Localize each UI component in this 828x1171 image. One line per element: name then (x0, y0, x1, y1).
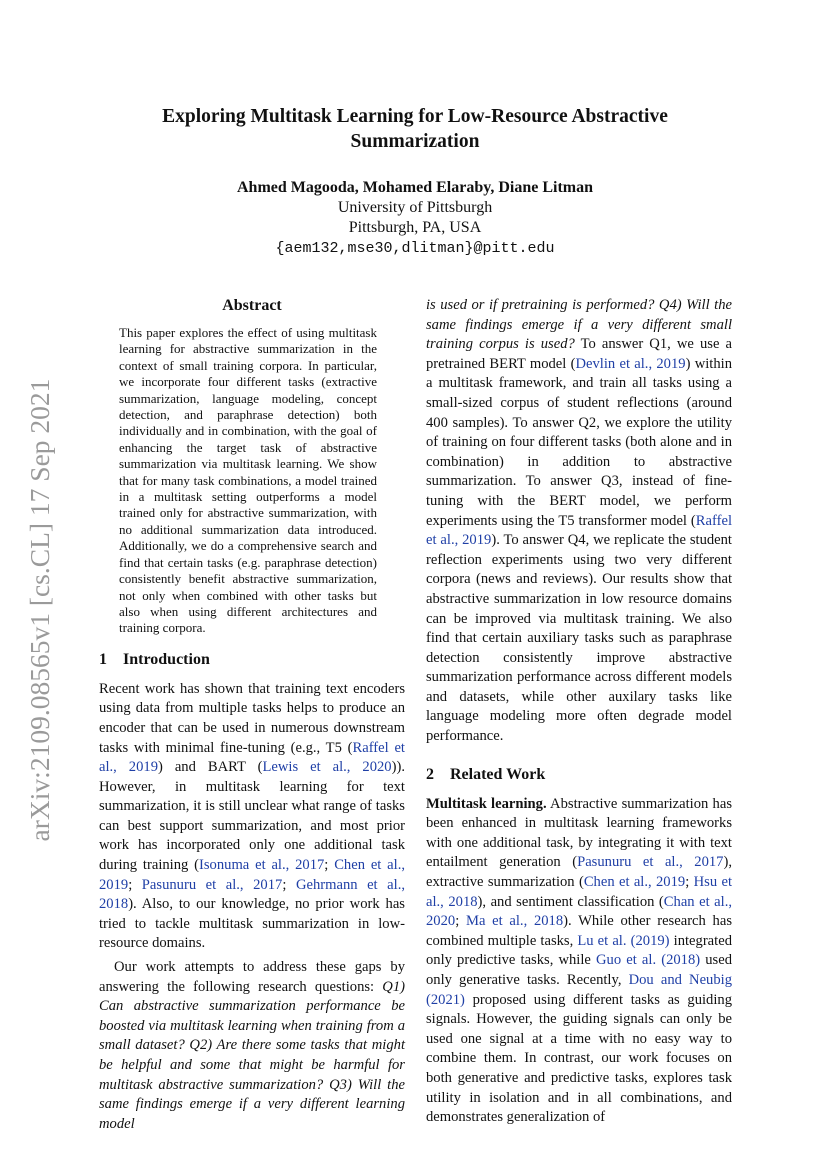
paper-header (100, 104, 730, 260)
citation-link[interactable]: Gehrmann et al., 2018 (99, 876, 405, 913)
citation-link[interactable]: Raffel et al., 2019 (99, 739, 405, 776)
related-work-paragraph: Multitask learning. Abstractive summarization has been enhanced in multitask learning frameworks with one additional task, by integrating it with text entailment generation (Pasunuru et al., 2017), extractive summarization (Chen et al., 2019; Hsu et al., 2018), and sentiment classification (Chan et al., 2020; Ma et al., 2018). While other research has combined multiple tasks, Lu et al. (2019) integrated only predictive tasks, while Guo et al. (2018) used only generative tasks. Recently, Dou and Neubig (2021) proposed using different tasks as guiding signals. However, the guiding signals can only be used one signal at a time with no easy way to combine them. In contrast, our work focuses on both generative and predictive tasks, explores task utility in isolation and in all combinations, and demonstrates generalization of (426, 795, 733, 1126)
author-emails[interactable]: {aem132,mse30,dlitman}@pitt.edu (275, 240, 555, 257)
section-title: Related Work (450, 765, 546, 783)
left-column (99, 296, 405, 1134)
right-column (426, 296, 732, 1128)
location: Pittsburgh, PA, USA (348, 219, 482, 236)
citation-link[interactable]: Ma et al., 2018 (465, 913, 564, 930)
citation-link[interactable]: Pasunuru et al., 2017 (577, 854, 724, 871)
section-title: Introduction (123, 650, 210, 668)
intro-paragraph-2-start: Our work attempts to address these gaps by answering the following research questions: Q1) Can abstractive summarization performance be boosted via multitask learning when training from a small dataset? Q2) Are there some tasks that might be helpful and some that might be harmful for multitask abstractive summarization? Q3) Will the same findings emerge if a very different learning model (99, 959, 405, 1132)
research-questions: Q1) Can abstractive summarization performance be boosted via multitask learning when training from a small dataset? Q2) Are there some tasks that might be helpful and some that might be harmful for multitask abstractive summarization? Q3) Will the same findings emerge if a very different learning model (99, 978, 405, 1132)
citation-link[interactable]: Guo et al. (2018) (596, 952, 701, 969)
citation-link[interactable]: Hsu et al., 2018 (426, 874, 732, 910)
intro-paragraph-2-continued: is used or if pretraining is performed? Q4) Will the same findings emerge if a very different small training corpus is used? To answer Q1, we use a pretrained BERT model (Devlin et al., 2019) within a multitask framework, and train all tasks using a small-sized corpus of student reflections (around 400 samples). To answer Q2, we explore the utility of training on four different tasks (both alone and in combination) in addition to abstractive summarization. To answer Q3, instead of fine-tuning with the BERT model, we perform experiments using the T5 transformer model (Raffel et al., 2019). To answer Q4, we replicate the student reflection experiments using two very different corpora (news and reviews). Our results show that abstractive summarization in low resource domains can be improved via multitask training. We also find that certain auxiliary tasks such as paraphrase detection consistently improve abstractive summarization performance across different models and datasets, while other auxilary tasks like language modeling more often degrade model performance. (426, 297, 732, 745)
intro-paragraph-1: Recent work has shown that training text encoders using data from multiple tasks helps to produce an encoder that can be used in numerous downstream tasks with minimal fine-tuning (e.g., T5 (Raffel et al., 2019) and BART (Lewis et al., 2020)). However, in multitask learning for text summarization, it is still unclear what range of tasks can best support summarization, and most prior work has incorporated only one additional task during training (Isonuma et al., 2017; Chen et al., 2019; Pasunuru et al., 2017; Gehrmann et al., 2018). Also, to our knowledge, no prior work has tried to tackle multitask summarization in low-resource domains. (99, 680, 406, 952)
paper-title-line-1: Exploring Multitask Learning for Low-Resource Abstractive (162, 106, 668, 127)
section-heading-related-work (426, 765, 732, 785)
citation-link[interactable]: Dou and Neubig (2021) (426, 972, 732, 1008)
arxiv-stamp-text: arXiv:2109.08565v1 [cs.CL] 17 Sep 2021 (24, 378, 55, 842)
paper-title (100, 104, 730, 154)
citation-link[interactable]: Raffel et al., 2019 (426, 512, 732, 549)
citation-link[interactable]: Chen et al., 2019 (99, 857, 406, 893)
paper-title-line-2: Summarization (350, 131, 480, 152)
paragraph-runin-heading: Multitask learning. (426, 795, 547, 812)
citation-link[interactable]: Lewis et al., 2020 (262, 759, 392, 776)
abstract-heading: Abstract (222, 297, 282, 314)
research-questions-continued: is used or if pretraining is performed? Q4) Will the same findings emerge if a very different small training corpus is used? (426, 297, 732, 353)
section-heading-introduction (99, 650, 405, 670)
section-number: 1 (99, 650, 107, 668)
arxiv-identifier-stamp (18, 370, 58, 850)
section-number: 2 (426, 765, 434, 783)
citation-link[interactable]: Chen et al., 2019 (583, 874, 686, 891)
author-list: Ahmed Magooda, Mohamed Elaraby, Diane Litman (236, 179, 593, 196)
abstract-text: This paper explores the effect of using multitask learning for abstractive summarization in the context of small training corpora. In particular, we incorporate four different tasks (extractive summarization, language modeling, concept detection, and paraphrase detection) both individually and in combination, with the goal of enhancing the target task of abstractive summarization via multitask learning. We show that for many task combinations, a model trained in a multitask setting outperforms a model trained only for abstractive summarization, with no additional summarization data introduced. Additionally, we do a comprehensive search and find that certain tasks (e.g. paraphrase detection) consistently benefit abstractive summarization, not only when combined with other tasks but also when using different architectures and training corpora. (119, 325, 377, 636)
citation-link[interactable]: Devlin et al., 2019 (575, 355, 686, 372)
affiliation: University of Pittsburgh (337, 199, 493, 216)
citation-link[interactable]: Isonuma et al., 2017 (199, 857, 325, 874)
citation-link[interactable]: Pasunuru et al., 2017 (141, 876, 283, 893)
citation-link[interactable]: Lu et al. (2019) (577, 932, 670, 949)
citation-link[interactable]: Chan et al., 2020 (426, 893, 732, 930)
